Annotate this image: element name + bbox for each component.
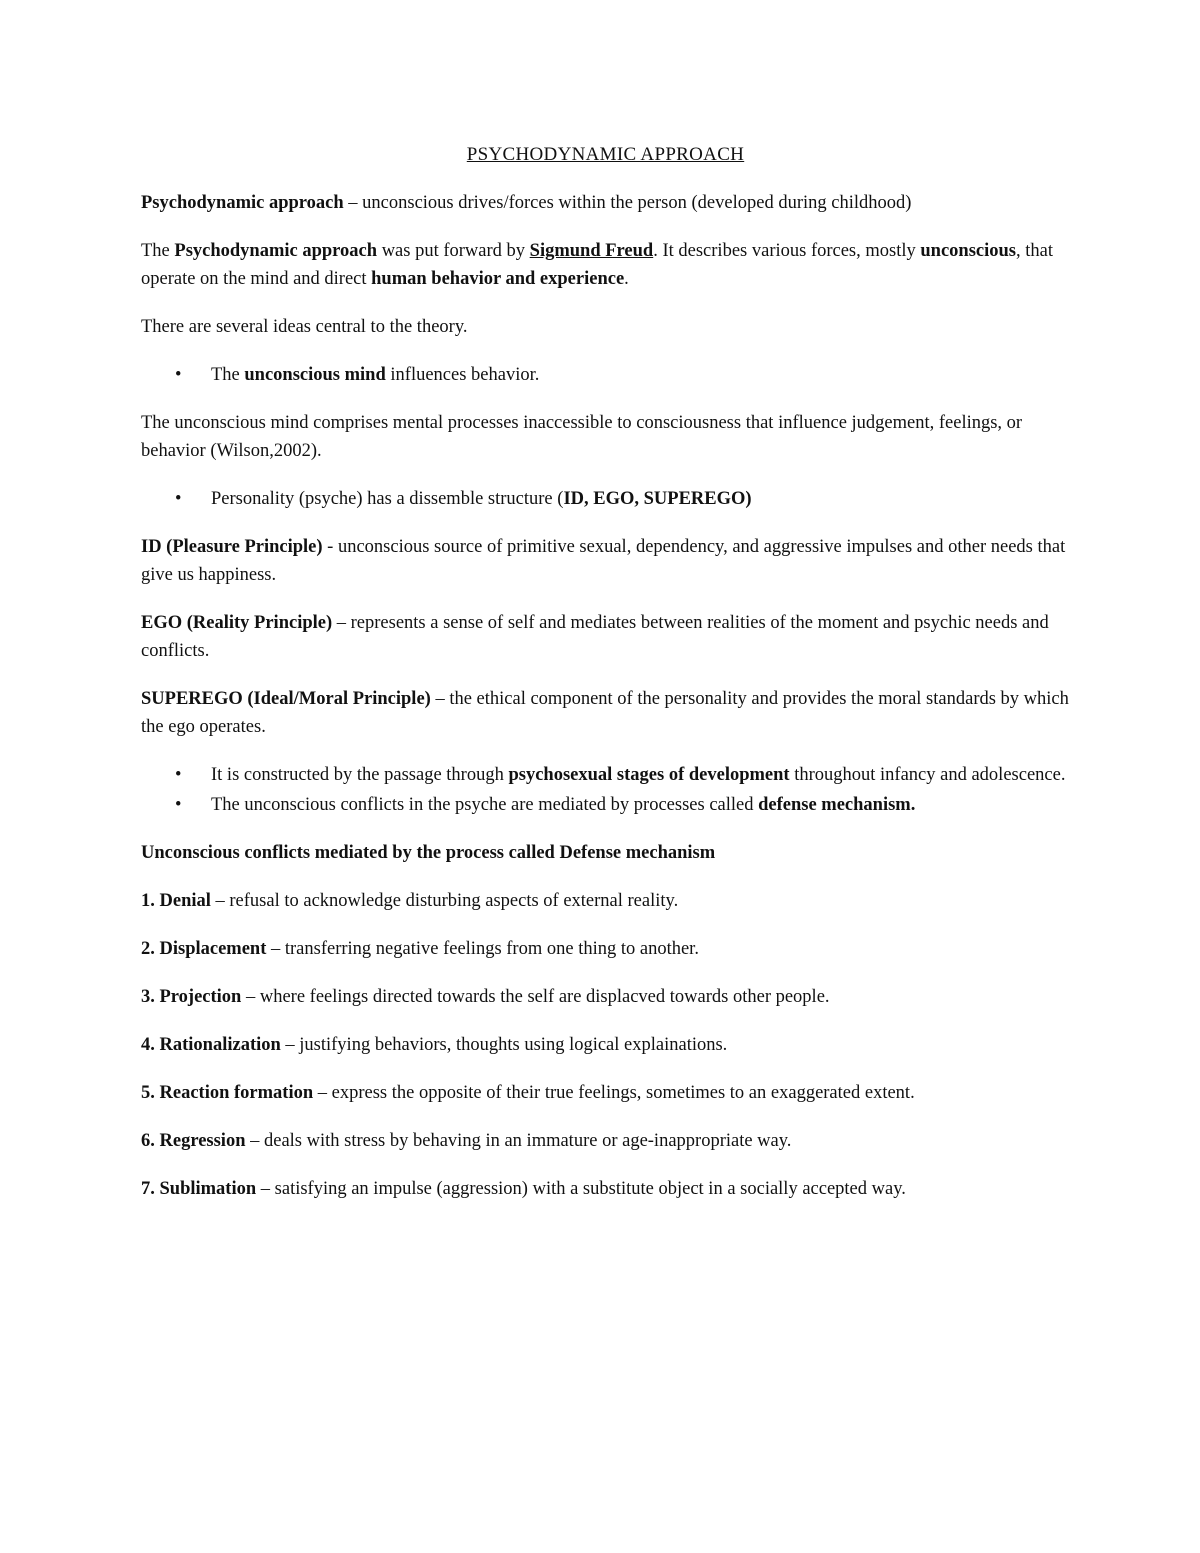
intro-text-1: The	[141, 241, 175, 261]
page-title: PSYCHODYNAMIC APPROACH	[466, 144, 745, 165]
freud-name: Sigmund Freud	[529, 241, 654, 261]
ego-paragraph	[141, 609, 1070, 665]
mechanism-term: 4. Rationalization	[141, 1035, 281, 1055]
bullet-icon: •	[175, 765, 182, 785]
intro-bold-approach: Psychodynamic approach	[174, 241, 378, 261]
bullet-icon: •	[175, 365, 182, 385]
intro-paragraph	[141, 237, 1070, 293]
list-item	[141, 361, 1070, 389]
defense-heading	[141, 839, 1070, 867]
mechanism-item	[141, 1031, 1070, 1059]
definition-paragraph	[141, 189, 1070, 217]
mechanism-item	[141, 1079, 1070, 1107]
bullet-bold: unconscious mind	[244, 365, 386, 385]
mechanism-item	[141, 935, 1070, 963]
list-item	[141, 761, 1070, 789]
bullet-icon: •	[175, 795, 182, 815]
mechanism-text: – justifying behaviors, thoughts using logical explainations.	[280, 1035, 728, 1055]
intro-text-2: was put forward by	[377, 241, 530, 261]
intro-text-3: . It describes various forces, mostly	[653, 241, 921, 261]
bullet-text: The unconscious conflicts in the psyche are mediated by processes called	[211, 795, 759, 815]
mechanism-item	[141, 887, 1070, 915]
mechanism-item	[141, 1175, 1070, 1203]
mechanism-text: – refusal to acknowledge disturbing aspects of external reality.	[210, 891, 679, 911]
mechanism-item	[141, 1127, 1070, 1155]
bullet-text: The	[211, 365, 245, 385]
id-term: ID (Pleasure Principle)	[141, 537, 323, 557]
mechanism-text: – express the opposite of their true feelings, sometimes to an exaggerated extent.	[313, 1083, 915, 1103]
list-item	[141, 791, 1070, 819]
mechanism-item	[141, 983, 1070, 1011]
superego-text: – the ethical component of the personality and provides the moral standards by which the ego operates.	[141, 689, 1069, 737]
definition-term: Psychodynamic approach	[141, 193, 344, 213]
intro-bold-human-behavior: human behavior and experience	[371, 269, 625, 289]
mechanism-term: 3. Projection	[141, 987, 242, 1007]
defense-heading-text: Unconscious conflicts mediated by the process called Defense mechanism	[141, 843, 716, 863]
bullet-icon: •	[175, 489, 182, 509]
intro-text-5: .	[624, 269, 629, 289]
mechanism-term: 1. Denial	[141, 891, 211, 911]
bullet-text: Personality (psyche) has a dissemble structure (	[211, 489, 564, 509]
bullet-text: throughout infancy and adolescence.	[789, 765, 1066, 785]
mechanism-term: 2. Displacement	[141, 939, 267, 959]
superego-term: SUPEREGO (Ideal/Moral Principle)	[141, 689, 431, 709]
mechanism-text: – deals with stress by behaving in an immature or age-inappropriate way.	[245, 1131, 792, 1151]
definition-text: – unconscious drives/forces within the person (developed during childhood)	[343, 193, 912, 213]
mechanism-text: – satisfying an impulse (aggression) with a substitute object in a socially accepted way.	[256, 1179, 906, 1199]
bullet-bold: psychosexual stages of development	[508, 765, 790, 785]
bullet-list-3	[141, 761, 1070, 819]
bullet-text: It is constructed by the passage through	[211, 765, 509, 785]
mechanism-text: – where feelings directed towards the self are displacved towards other people.	[241, 987, 830, 1007]
unconscious-mind-paragraph: The unconscious mind comprises mental processes inaccessible to consciousness that influence judgement, feelings, or behavior (Wilson,2002).	[141, 413, 1023, 461]
list-item	[141, 485, 1070, 513]
ego-text: – represents a sense of self and mediates between realities of the moment and psychic needs and conflicts.	[141, 613, 1049, 661]
bullet-bold: ID, EGO, SUPEREGO)	[563, 489, 752, 509]
ego-term: EGO (Reality Principle)	[141, 613, 333, 633]
id-paragraph	[141, 533, 1070, 589]
id-text: - unconscious source of primitive sexual, dependency, and aggressive impulses and other needs that give us happiness.	[141, 537, 1066, 585]
bullet-list-1	[141, 361, 1070, 389]
superego-paragraph	[141, 685, 1070, 741]
bullet-bold: defense mechanism.	[758, 795, 916, 815]
bullet-list-2	[141, 485, 1070, 513]
mechanism-term: 5. Reaction formation	[141, 1083, 314, 1103]
intro-text-4: , that operate on the mind and direct	[141, 241, 1054, 289]
intro-bold-unconscious: unconscious	[920, 241, 1017, 261]
bullet-text: influences behavior.	[385, 365, 540, 385]
several-ideas-paragraph: There are several ideas central to the theory.	[141, 317, 468, 337]
mechanism-term: 6. Regression	[141, 1131, 246, 1151]
mechanism-term: 7. Sublimation	[141, 1179, 257, 1199]
mechanism-text: – transferring negative feelings from one thing to another.	[266, 939, 699, 959]
